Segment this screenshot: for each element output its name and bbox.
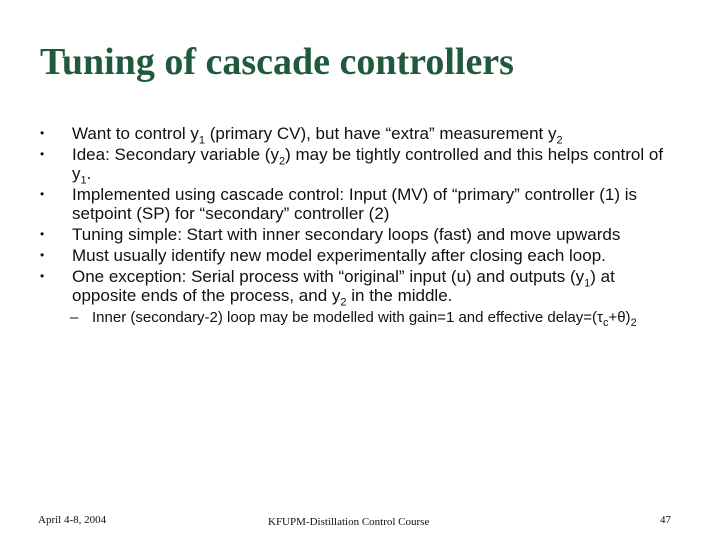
subscript: c: [602, 317, 609, 329]
subscript: 2: [630, 317, 637, 329]
bullet-marker: •: [40, 147, 45, 161]
bullet-text: [72, 267, 615, 309]
text-run: +θ): [608, 309, 631, 326]
subscript: 1: [80, 174, 87, 187]
subscript: 1: [584, 277, 591, 290]
bullet-text: [72, 145, 664, 187]
footer-course: KFUPM-Distillation Control Course: [268, 516, 430, 528]
bullet-item: [40, 267, 680, 309]
text-run: ) may be tightly controlled and this helps control of y: [72, 145, 664, 183]
bullet-text: Implemented using cascade control: Input (MV) of “primary” controller (1) is setpoint (SP) for “secondary” controller (2): [72, 185, 637, 223]
slide-title: Tuning of cascade controllers: [40, 41, 514, 83]
bullet-list: [40, 124, 680, 329]
text-run: Idea: Secondary variable (y: [72, 145, 279, 164]
bullet-text: Must usually identify new model experimentally after closing each loop.: [72, 246, 606, 265]
bullet-item: [40, 124, 680, 147]
bullet-text: Tuning simple: Start with inner secondary loops (fast) and move upwards: [72, 225, 621, 244]
bullet-marker: •: [40, 126, 45, 140]
sub-bullet-text: [92, 309, 637, 329]
bullet-item: [40, 246, 680, 265]
sub-bullet-marker: –: [70, 309, 79, 326]
bullet-marker: •: [40, 248, 45, 262]
subscript: 1: [198, 134, 206, 147]
subscript: 2: [340, 296, 347, 309]
subscript: 2: [556, 134, 563, 147]
bullet-item: [40, 225, 680, 244]
footer-date: April 4-8, 2004: [38, 514, 107, 526]
bullet-marker: •: [40, 269, 45, 283]
bullet-text: [72, 124, 563, 147]
sub-bullet-item: [40, 309, 680, 329]
text-run: Inner (secondary-2) loop may be modelled with gain=1 and effective delay=(τ: [92, 309, 603, 326]
footer-page-number: 47: [660, 514, 671, 526]
text-run: .: [86, 164, 92, 183]
bullet-marker: •: [40, 227, 45, 241]
bullet-item: [40, 145, 680, 187]
text-run: One exception: Serial process with “original” input (u) and outputs (y: [72, 267, 585, 286]
subscript: 2: [278, 155, 286, 168]
bullet-marker: •: [40, 187, 45, 201]
bullet-item: [40, 185, 680, 223]
text-run: ) at opposite ends of the process, and y: [72, 267, 615, 305]
text-run: (primary CV), but have “extra” measurement y: [205, 124, 557, 143]
text-run: Want to control y: [72, 124, 199, 143]
text-run: in the middle.: [346, 286, 453, 305]
